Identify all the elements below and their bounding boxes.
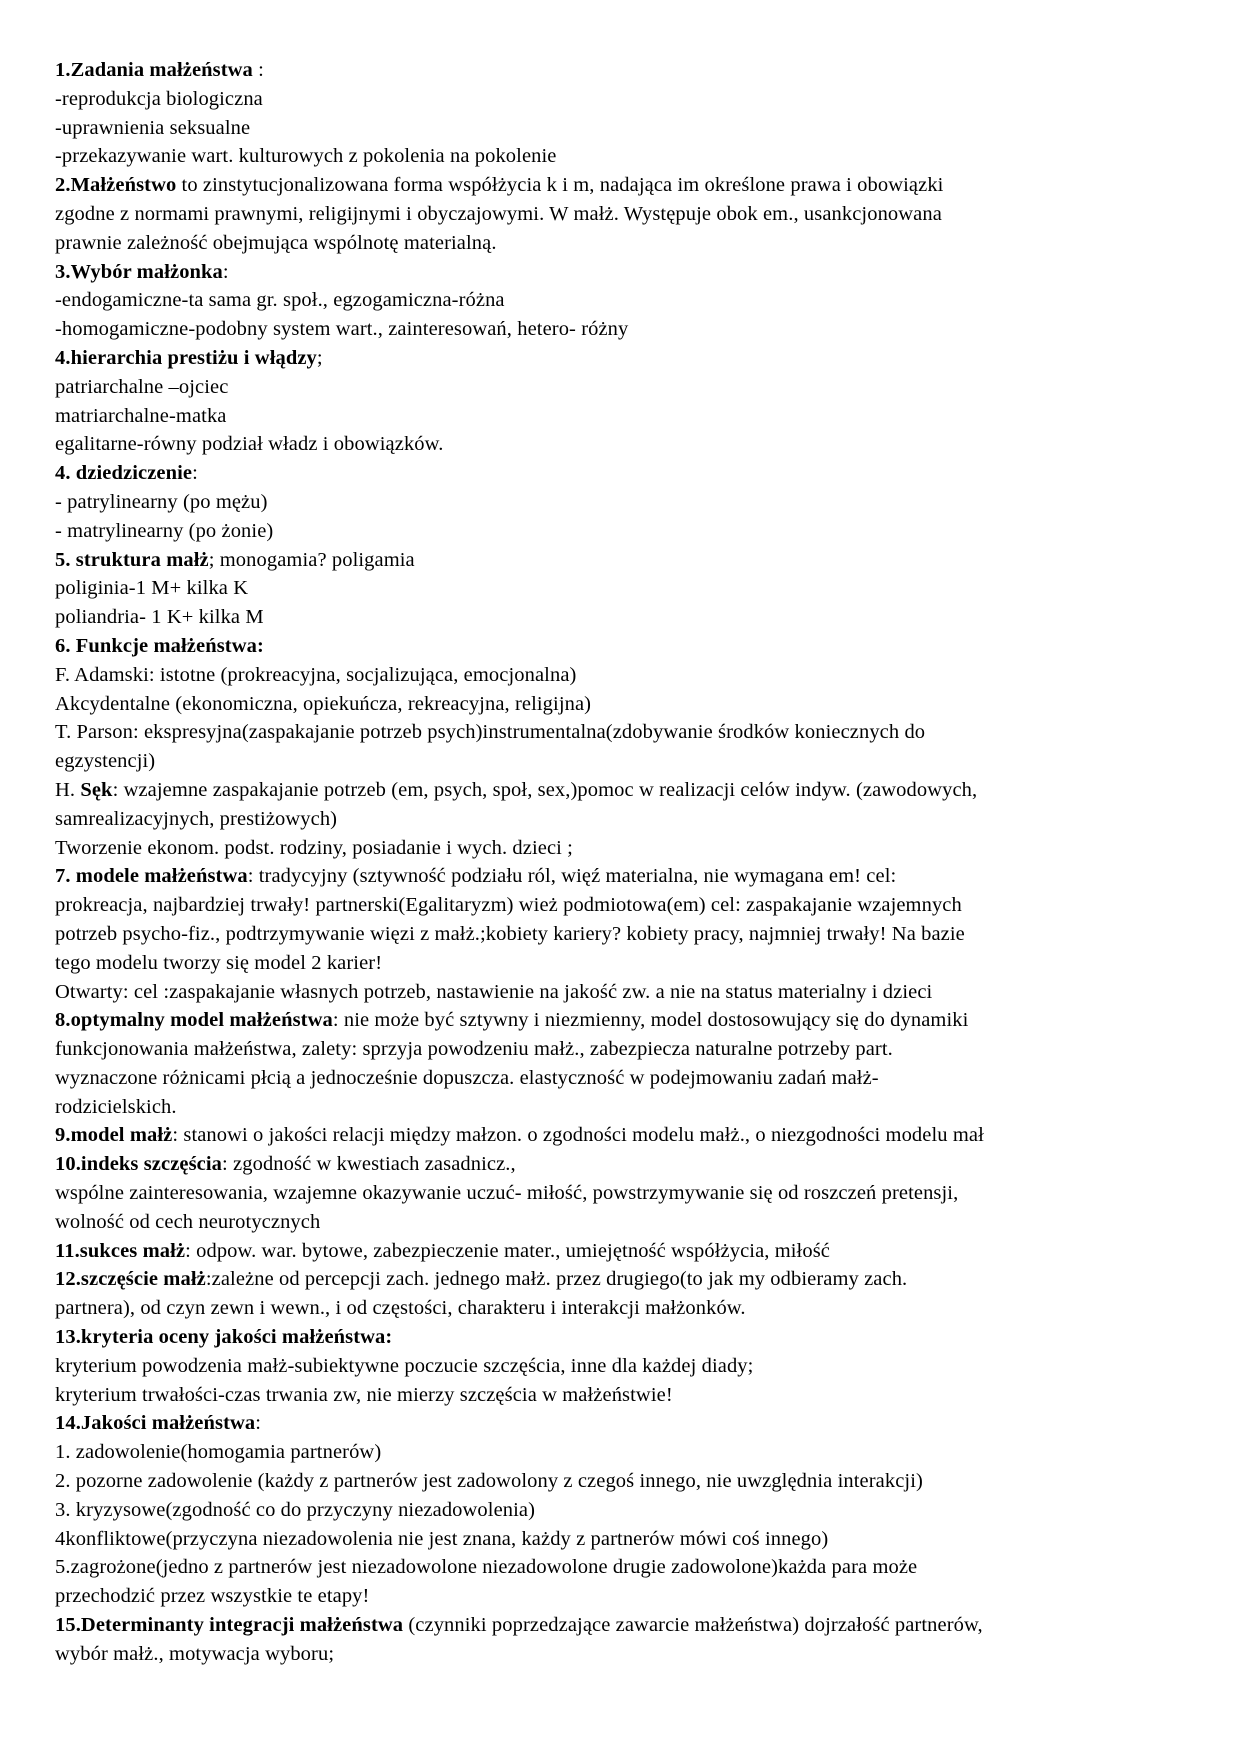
document-line [55,85,1200,114]
bold-run: 14.Jakości małżeństwa [55,1412,256,1435]
text-run: : odpow. war. bytowe, zabezpieczenie mater., umiejętność współżycia, miłość [185,1239,830,1262]
document-line [55,315,1200,344]
document-line [55,1611,1200,1640]
bold-run: 7. modele małżeństwa [55,865,248,888]
bold-run: Sęk [80,778,113,801]
document-line [55,488,1200,517]
document-line [55,747,1200,776]
document-line [55,1582,1200,1611]
document-line [55,430,1200,459]
bold-run: 11.sukces małż [55,1239,186,1262]
text-run: Tworzenie ekonom. podst. rodziny, posiadanie i wych. dzieci ; [55,836,573,859]
text-run: kryterium trwałości-czas trwania zw, nie mierzy szczęścia w małżeństwie! [55,1383,673,1406]
text-run: przechodzić przez wszystkie te etapy! [55,1585,370,1608]
document-line [55,1035,1200,1064]
text-run: wspólne zainteresowania, wzajemne okazywanie uczuć- miłość, powstrzymywanie się od roszczeń pretensji, [55,1182,959,1205]
text-run: zgodne z normami prawnymi, religijnymi i obyczajowymi. W małż. Występuje obok em., usankcjonowana [55,202,942,225]
bold-run: 15.Determinanty integracji małżeństwa [55,1614,404,1637]
text-run: -endogamiczne-ta sama gr. społ., egzogamiczna-różna [55,289,505,312]
document-line [55,1352,1200,1381]
text-run: samrealizacyjnych, prestiżowych) [55,807,338,830]
document-line [55,1525,1200,1554]
bold-run: 6. Funkcje małżeństwa: [55,634,264,657]
document-line [55,1064,1200,1093]
document-line [55,114,1200,143]
document-line [55,56,1200,85]
text-run: :zależne od percepcji zach. jednego małż. przez drugiego(to jak my odbieramy zach. [205,1268,908,1291]
text-run: Akcydentalne (ekonomiczna, opiekuńcza, rekreacyjna, religijna) [55,692,592,715]
bold-run: 9.model małż [55,1124,173,1147]
document-line [55,603,1200,632]
bold-run: 3.Wybór małżonka [55,260,223,283]
document-line [55,661,1200,690]
document-line [55,517,1200,546]
text-run: rodzicielskich. [55,1095,177,1118]
text-run: poliginia-1 M+ kilka K [55,577,249,600]
text-run: 2. pozorne zadowolenie (każdy z partnerów jest zadowolony z czegoś innego, nie uwzględnia interakcji) [55,1470,923,1493]
text-run: : wzajemne zaspakajanie potrzeb (em, psych, społ, sex,)pomoc w realizacji celów indyw. (zawodowych, [112,778,978,801]
bold-run: 4.hierarchia prestiżu i włądzy [55,346,317,369]
text-run: matriarchalne-matka [55,404,227,427]
document-line [55,1438,1200,1467]
text-run: 3. kryzysowe(zgodność co do przyczyny niezadowolenia) [55,1498,536,1521]
text-run: tego modelu tworzy się model 2 karier! [55,951,383,974]
document-line [55,258,1200,287]
document-line [55,891,1200,920]
text-run: -homogamiczne-podobny system wart., zainteresowań, hetero- różny [55,318,629,341]
text-run: : [252,59,264,81]
document-line [55,171,1200,200]
document-line [55,1093,1200,1122]
document-line [55,1179,1200,1208]
text-run: potrzeb psycho-fiz., podtrzymywanie więzi z małż.;kobiety kariery? kobiety pracy, najmniej trwały! Na bazie [55,922,965,945]
document-line [55,1294,1200,1323]
document-line [55,1409,1200,1438]
text-run: ; [316,346,323,369]
document-line [55,949,1200,978]
text-run: T. Parson: ekspresyjna(zaspakajanie potrzeb psych)instrumentalna(zdobywanie środków koniecznych do [55,721,926,744]
document-line [55,1381,1200,1410]
document-line [55,286,1200,315]
bold-run: 8.optymalny model małżeństwa [55,1009,333,1032]
document-line [55,1006,1200,1035]
text-run: egalitarne-równy podział władz i obowiązków. [55,433,444,456]
text-run: 1. zadowolenie(homogamia partnerów) [55,1441,382,1464]
text-run: : tradycyjny (sztywność podziału ról, więź materialna, nie wymagana em! cel: [247,865,897,888]
text-run: : [222,260,229,283]
document-line [55,1121,1200,1150]
text-run: prawnie zależność obejmująca wspólnotę materialną. [55,231,497,254]
text-run: 5.zagrożone(jedno z partnerów jest niezadowolone niezadowolone drugie zadowolone)każda para może [55,1556,918,1579]
document-line [55,805,1200,834]
text-run: - matrylinearny (po żonie) [55,519,274,542]
text-run: wyznaczone różnicami płcią a jednocześnie dopuszcza. elastyczność w podejmowaniu zadań małż- [55,1066,879,1089]
document-line [55,1553,1200,1582]
document-line [55,1237,1200,1266]
bold-run: 1.Zadania małżeństwa [55,59,253,81]
document-line [55,344,1200,373]
text-run: (czynniki poprzedzające zawarcie małżeństwa) dojrzałość partnerów, [403,1614,983,1637]
document-line [55,546,1200,575]
text-run: -uprawnienia seksualne [55,116,251,139]
document-line [55,862,1200,891]
document-line [55,142,1200,171]
text-run: prokreacja, najbardziej trwały! partnerski(Egalitaryzm) wież podmiotowa(em) cel: zaspakajanie wzajemnych [55,894,962,917]
document-line [55,459,1200,488]
bold-run: 12.szczęście małż [55,1268,206,1291]
text-run: 4konfliktowe(przyczyna niezadowolenia nie jest znana, każdy z partnerów mówi coś innego) [55,1527,829,1550]
text-run: - patrylinearny (po mężu) [55,490,268,513]
text-run: wolność od cech neurotycznych [55,1210,321,1233]
text-run: poliandria- 1 K+ kilka M [55,606,264,629]
text-run: wybór małż., motywacja wyboru; [55,1642,335,1665]
text-run: : nie może być sztywny i niezmienny, model dostosowujący się do dynamiki [332,1009,969,1032]
document-line [55,574,1200,603]
bold-run: 4. dziedziczenie [55,462,193,485]
document-line [55,690,1200,719]
text-run: egzystencji) [55,750,156,773]
bold-run: 10.indeks szczęścia [55,1153,223,1176]
text-run: Otwarty: cel :zaspakajanie własnych potrzeb, nastawienie na jakość zw. a nie na status materialny i dzieci [55,980,933,1003]
text-run: : [255,1412,262,1435]
document-line [55,373,1200,402]
text-run: to zinstytucjonalizowana forma współżycia k i m, nadająca im określone prawa i obowiązki [176,174,944,197]
text-run: : [192,462,198,485]
document-line [55,1265,1200,1294]
bold-run: 13.kryteria oceny jakości małżeństwa: [55,1326,393,1349]
text-run: partnera), od czyn zewn i wewn., i od częstości, charakteru i interakcji małżonków. [55,1297,746,1320]
text-run: funkcjonowania małżeństwa, zalety: sprzyja powodzeniu małż., zabezpiecza naturalne potrzeby part. [55,1038,893,1061]
document-line [55,920,1200,949]
document-line [55,834,1200,863]
text-run: : stanowi o jakości relacji między małzon. o zgodności modelu małż., o niezgodności modelu mał [172,1124,984,1147]
document-line [55,1640,1200,1669]
text-run: -przekazywanie wart. kulturowych z pokolenia na pokolenie [55,145,557,168]
document-line [55,200,1200,229]
bold-run: 2.Małżeństwo [55,174,177,197]
document-line [55,229,1200,258]
document-line [55,1467,1200,1496]
document-line [55,1150,1200,1179]
document-line [55,776,1200,805]
text-run: : zgodność w kwestiach zasadnicz., [222,1153,516,1176]
text-run: -reprodukcja biologiczna [55,87,263,110]
text-run: F. Adamski: istotne (prokreacyjna, socjalizująca, emocjonalna) [55,663,577,686]
document-line [55,632,1200,661]
text-run: H. [55,778,81,801]
document-line [55,718,1200,747]
document-line [55,1208,1200,1237]
text-run: patriarchalne –ojciec [55,375,229,398]
document-line [55,978,1200,1007]
text-run: kryterium powodzenia małż-subiektywne poczucie szczęścia, inne dla każdej diady; [55,1354,754,1377]
document-line [55,402,1200,431]
document-line [55,1323,1200,1352]
document-body [55,56,1200,1669]
bold-run: 5. struktura małż [55,548,209,571]
text-run: ; monogamia? poligamia [208,548,415,571]
document-line [55,1496,1200,1525]
